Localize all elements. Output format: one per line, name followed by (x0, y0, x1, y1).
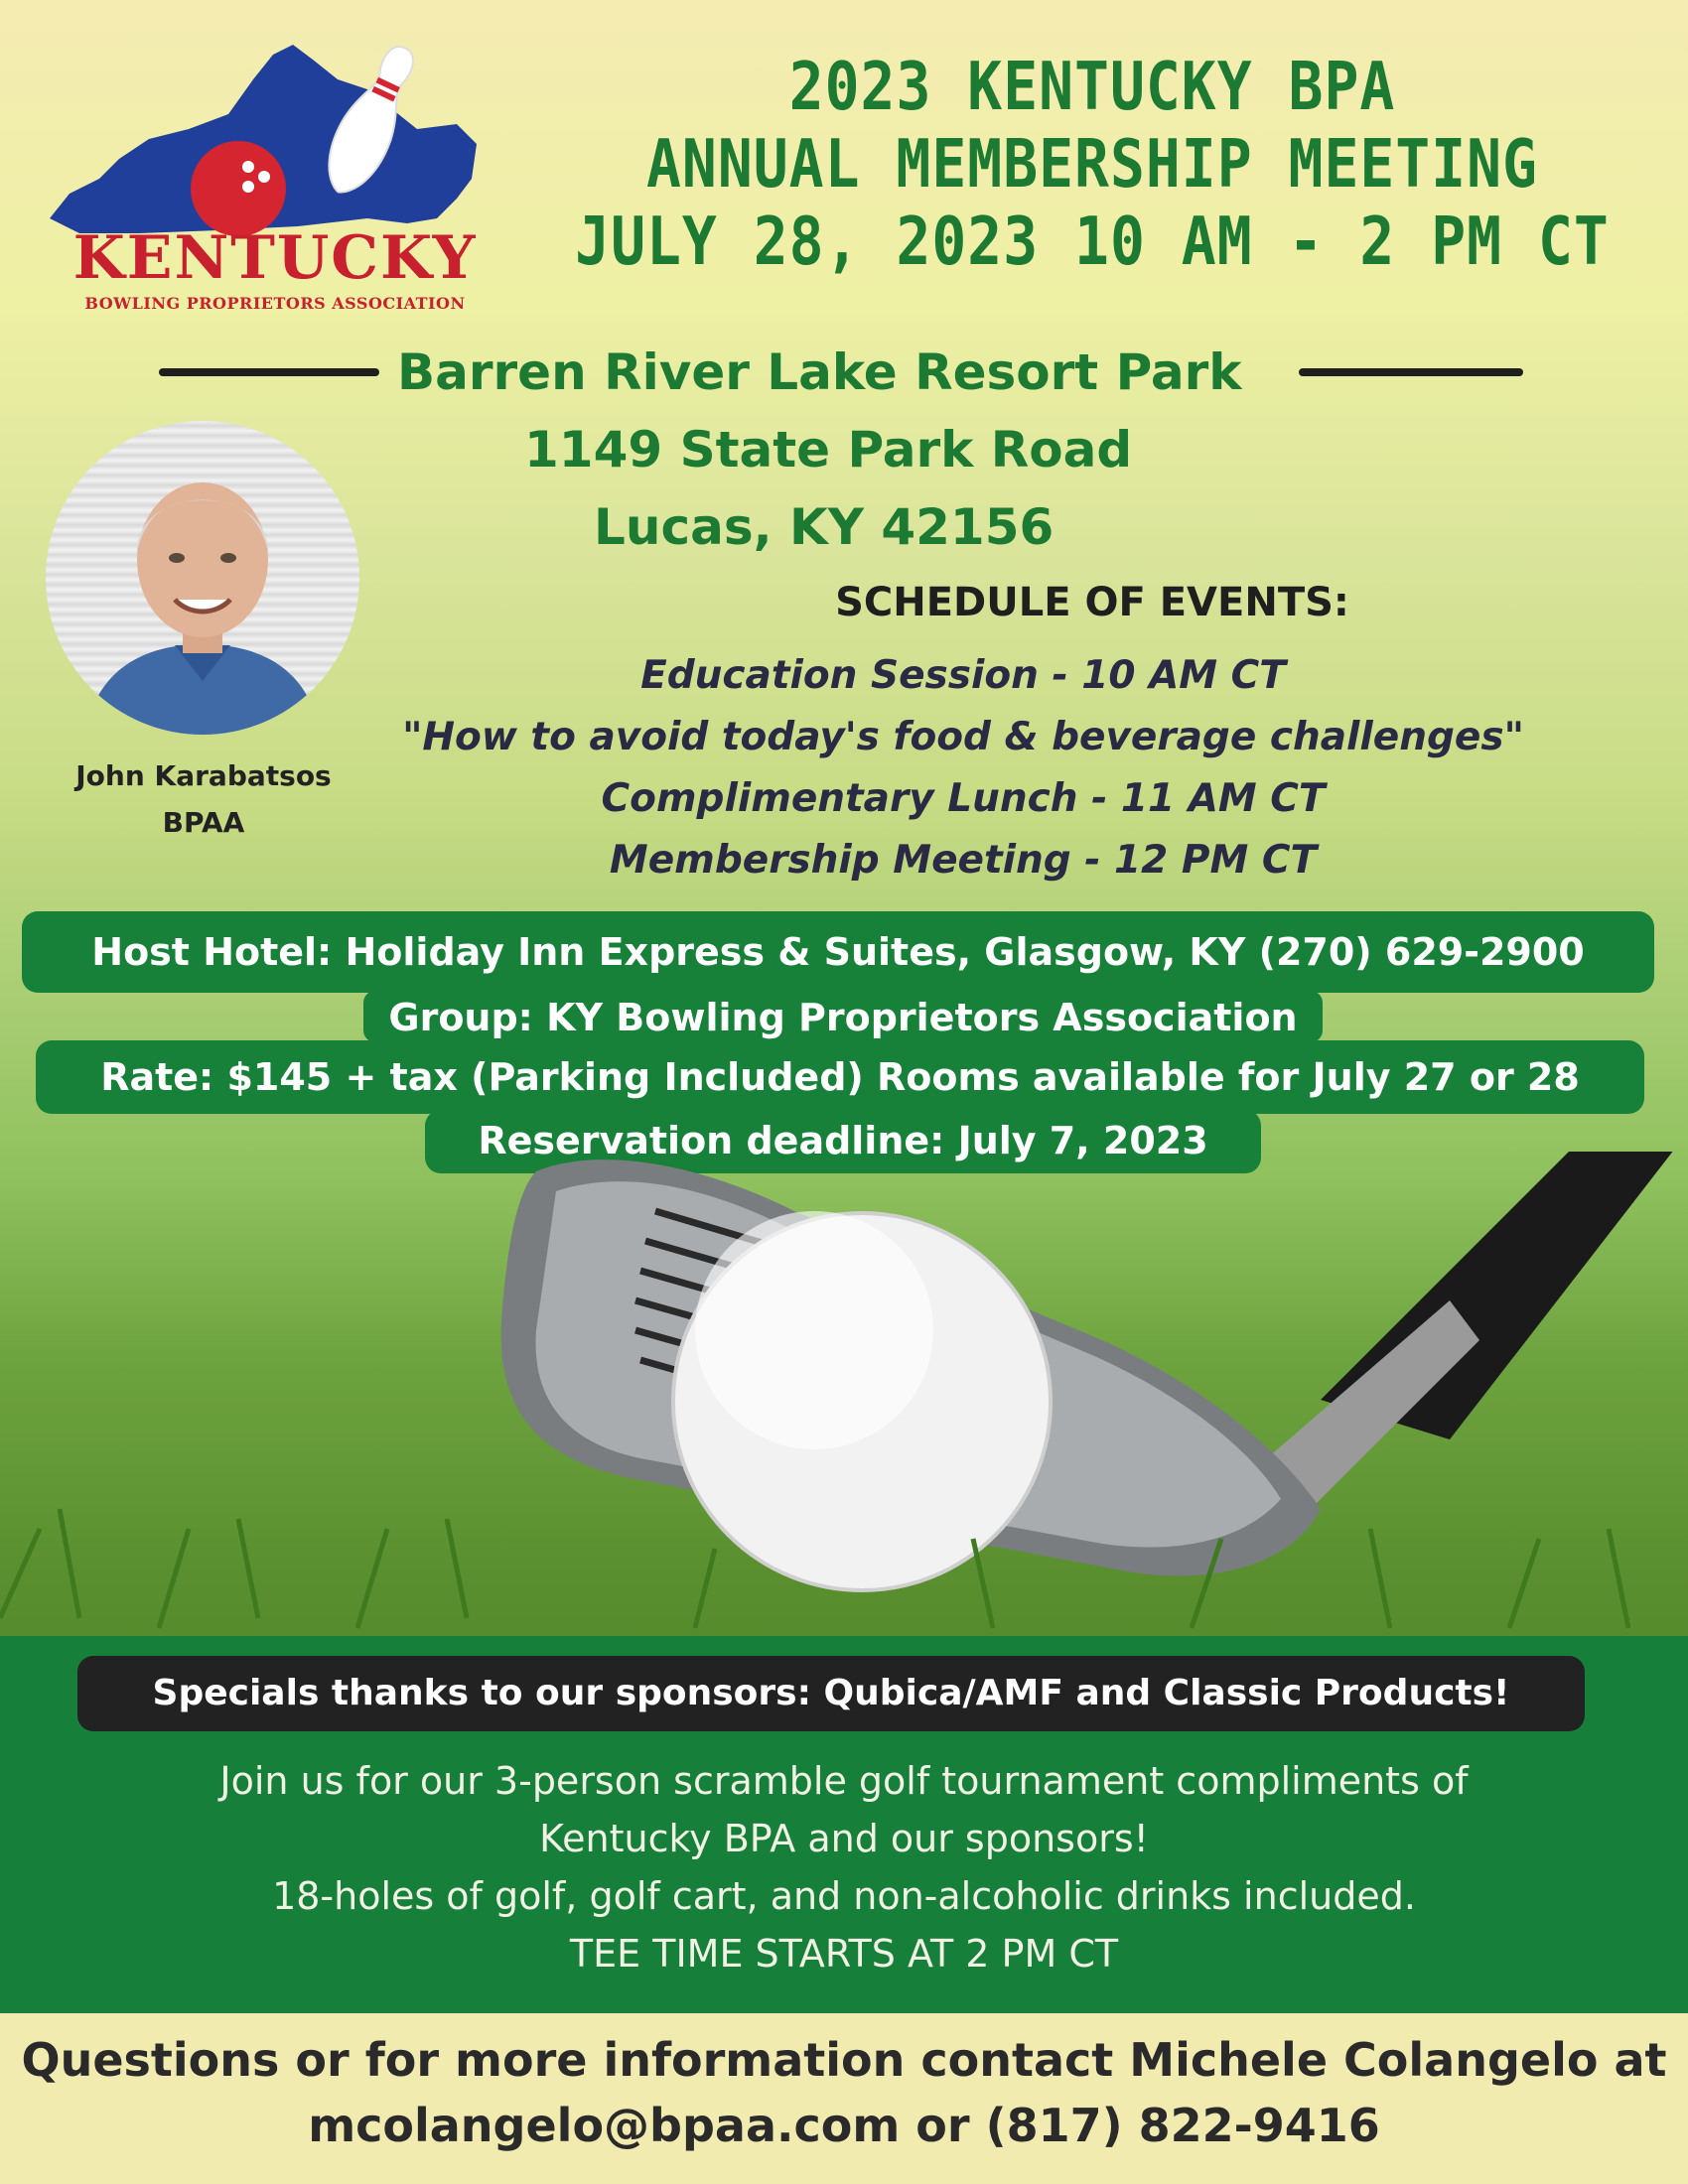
deadline-box: Reservation deadline: July 7, 2023 (425, 1110, 1261, 1173)
tee-time-line: TEE TIME STARTS AT 2 PM CT (569, 1932, 1119, 1976)
venue-name: Barren River Lake Resort Park (397, 343, 1242, 401)
tournament-line: 18-holes of golf, golf cart, and non-alcoholic drinks included. (272, 1874, 1416, 1918)
group-box: Group: KY Bowling Proprietors Association (363, 991, 1323, 1042)
contact-line-2: mcolangelo@bpaa.com or (817) 822-9416 (308, 2099, 1380, 2152)
schedule-item: "How to avoid today's food & beverage challenges" (402, 715, 1524, 759)
rate-box: Rate: $145 + tax (Parking Included) Rooms available for July 27 or 28 (36, 1040, 1644, 1114)
tournament-line: Join us for our 3-person scramble golf tournament compliments of (219, 1759, 1469, 1803)
venue-street: 1149 State Park Road (524, 421, 1133, 478)
speaker-org: BPAA (162, 806, 245, 839)
schedule-item: Complimentary Lunch - 11 AM CT (601, 776, 1326, 821)
logo-subtitle: BOWLING PROPRIETORS ASSOCIATION (84, 294, 466, 313)
logo-wordmark: KENTUCKY (72, 223, 478, 293)
schedule-heading: SCHEDULE OF EVENTS: (835, 580, 1349, 625)
schedule-item: Education Session - 10 AM CT (640, 653, 1286, 698)
golf-club-and-ball-illustration (0, 1152, 1688, 1648)
title-line-3: JULY 28, 2023 10 AM - 2 PM CT (575, 202, 1610, 281)
tournament-line: Kentucky BPA and our sponsors! (539, 1817, 1149, 1860)
bowling-ball-icon (191, 141, 286, 236)
divider-left (159, 368, 379, 376)
host-hotel-box: Host Hotel: Holiday Inn Express & Suites, Glasgow, KY (270) 629-2900 (22, 911, 1654, 993)
speaker-photo (46, 421, 359, 735)
person-avatar-icon (46, 421, 359, 735)
divider-right (1299, 368, 1523, 376)
sponsor-thanks-bar: Specials thanks to our sponsors: Qubica/AMF and Classic Products! (77, 1656, 1585, 1731)
contact-line-1: Questions or for more information contact Michele Colangelo at (21, 2033, 1667, 2087)
speaker-name: John Karabatsos (75, 759, 332, 792)
schedule-item: Membership Meeting - 12 PM CT (609, 838, 1318, 883)
title-line-2: ANNUAL MEMBERSHIP MEETING (646, 124, 1538, 204)
title-line-1: 2023 KENTUCKY BPA (788, 47, 1396, 126)
venue-city: Lucas, KY 42156 (594, 498, 1055, 556)
